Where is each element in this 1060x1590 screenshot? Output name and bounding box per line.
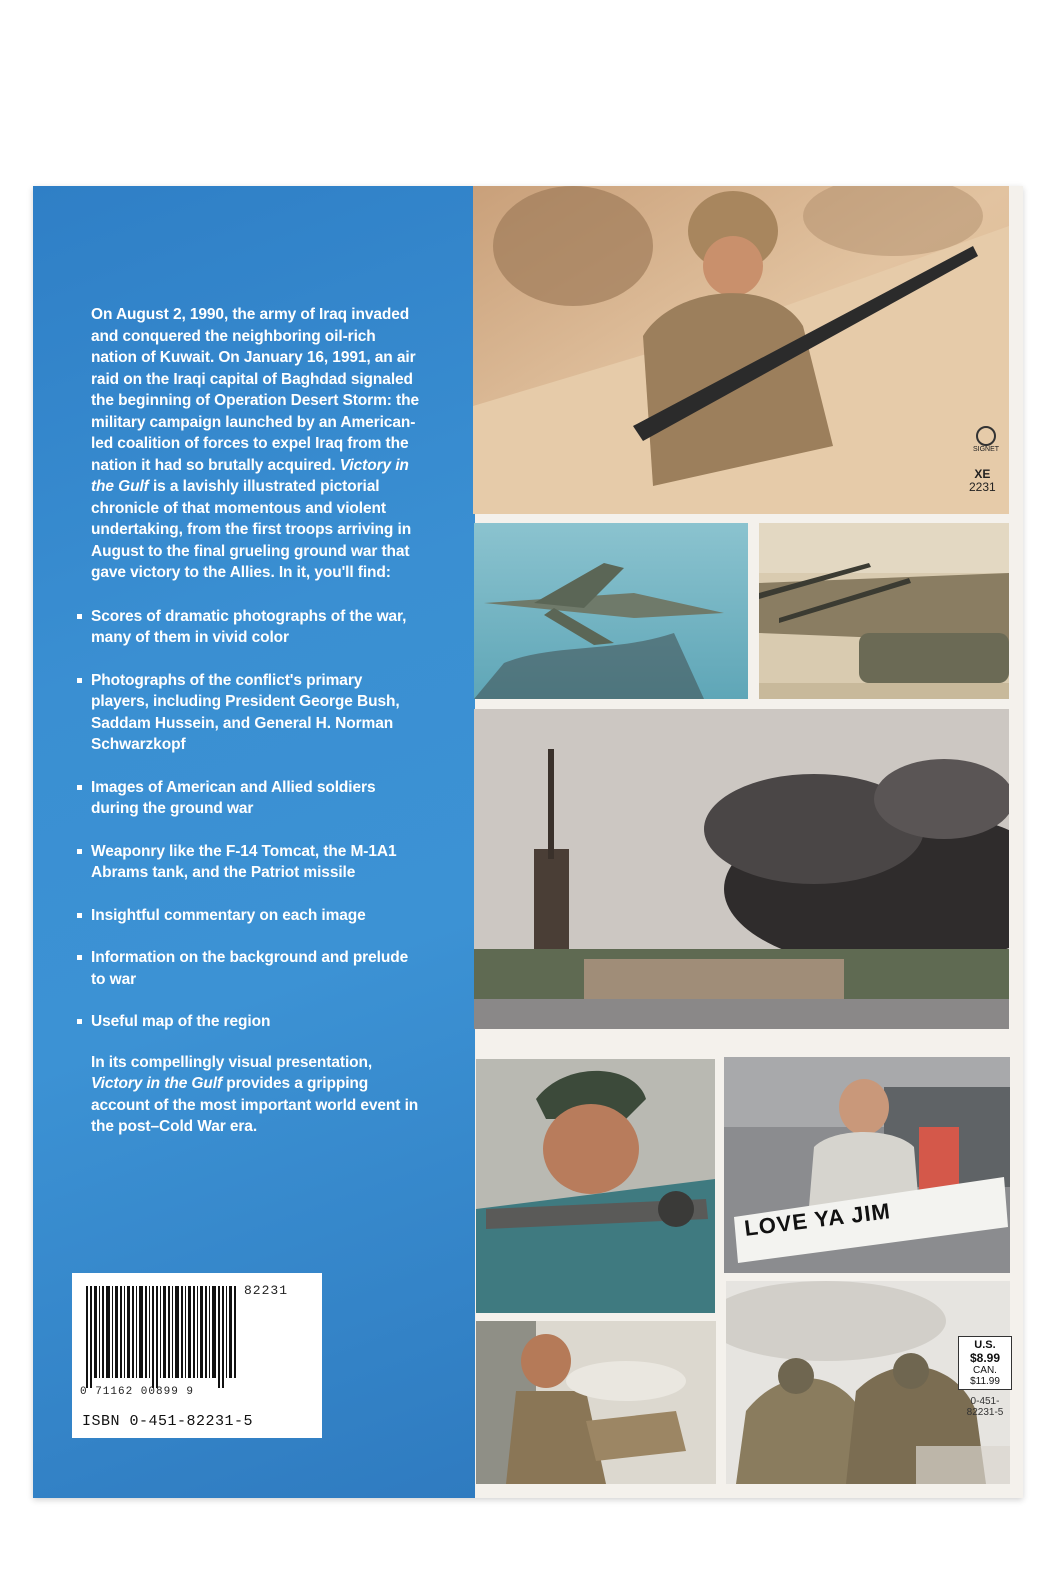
feature-list: [75, 606, 421, 1033]
book-title-italic: Victory in the Gulf: [91, 456, 409, 495]
photo-soldier-rifle: [473, 186, 1009, 514]
barcode-bars: [84, 1286, 236, 1388]
barcode-label: [72, 1273, 322, 1438]
photo-bomber: [474, 523, 748, 699]
code-line-1: XE: [974, 467, 991, 481]
intro-paragraph: [91, 304, 421, 584]
book-title-italic: Victory in the Gulf: [91, 1075, 223, 1092]
isbn-short-1: 0-451-: [970, 1396, 1000, 1407]
code-line-2: 2231: [969, 480, 996, 494]
closing-paragraph: [91, 1052, 421, 1138]
photo-tanks-image: [759, 523, 1009, 699]
price-box: [958, 1336, 1012, 1390]
photo-city-smoke-image: [474, 709, 1009, 1029]
banner-text: LOVE YA JIM: [742, 1198, 893, 1241]
isbn-label: ISBN 0-451-82231-5: [82, 1413, 254, 1430]
feature-item: Information on the background and prelude to war: [75, 947, 421, 990]
signet-icon: [976, 426, 996, 446]
description-text: [91, 304, 421, 1138]
can-price: $11.99: [970, 1376, 1000, 1387]
us-price: $8.99: [969, 1351, 1001, 1365]
photo-tanks: [759, 523, 1009, 699]
intro-text: On August 2, 1990, the army of Iraq invaded and conquered the neighboring oil-rich nation of Kuwait. On January 16, 1991, an air raid on the Iraqi capital of Baghdad signaled the beginning of Operation Desert Storm: the military campaign launched by an American-led coalition of forces to expel Iraq from the nation it had so brutally acquired.: [91, 306, 420, 474]
blue-text-panel: [33, 186, 475, 1498]
price-tag: [958, 1336, 1012, 1418]
photo-rpg-soldier: [476, 1059, 715, 1313]
photo-love-banner-image: [724, 1057, 1010, 1273]
publisher-logo: [971, 426, 1001, 453]
photo-rpg-soldier-image: [476, 1059, 715, 1313]
feature-item: Scores of dramatic photographs of the war, many of them in vivid color: [75, 606, 421, 649]
feature-item: Weaponry like the F-14 Tomcat, the M-1A1 Abrams tank, and the Patriot missile: [75, 841, 421, 884]
photo-city-smoke: [474, 709, 1009, 1029]
feature-item: Photographs of the conflict's primary players, including President George Bush, Saddam Hussein, and General H. Norman Schwarzkopf: [75, 670, 421, 756]
closing-rest-text: provides a gripping account of the most important world event in the post–Cold War era.: [91, 1075, 419, 1135]
photo-resting-soldier-image: [476, 1321, 716, 1484]
upc-number: 0 71162 00899 9: [80, 1386, 195, 1398]
us-label: U.S.: [974, 1339, 996, 1351]
publisher-name: SIGNET: [972, 446, 1000, 453]
photo-soldier-rifle-image: [473, 186, 1009, 514]
can-label: CAN.: [973, 1365, 997, 1376]
feature-item: Useful map of the region: [75, 1011, 421, 1033]
closing-pre-text: In its compellingly visual presentation,: [91, 1053, 373, 1071]
book-back-cover: [33, 186, 1023, 1498]
feature-item: Insightful commentary on each image: [75, 905, 421, 927]
product-code: [969, 468, 996, 494]
intro-rest-text: is a lavishly illustrated pictorial chronicle of that momentous and violent undertaking, from the first troops arriving in August to the final grueling ground war that gave victory to the Allies. In it, you'll find:: [91, 478, 412, 581]
isbn-short-2: 82231-5: [966, 1407, 1004, 1418]
feature-item: Images of American and Allied soldiers during the ground war: [75, 777, 421, 820]
photo-love-banner: [724, 1057, 1010, 1273]
upc-supplement: 82231: [244, 1283, 289, 1298]
photo-bomber-image: [474, 523, 748, 699]
photo-resting-soldier: [476, 1321, 716, 1484]
